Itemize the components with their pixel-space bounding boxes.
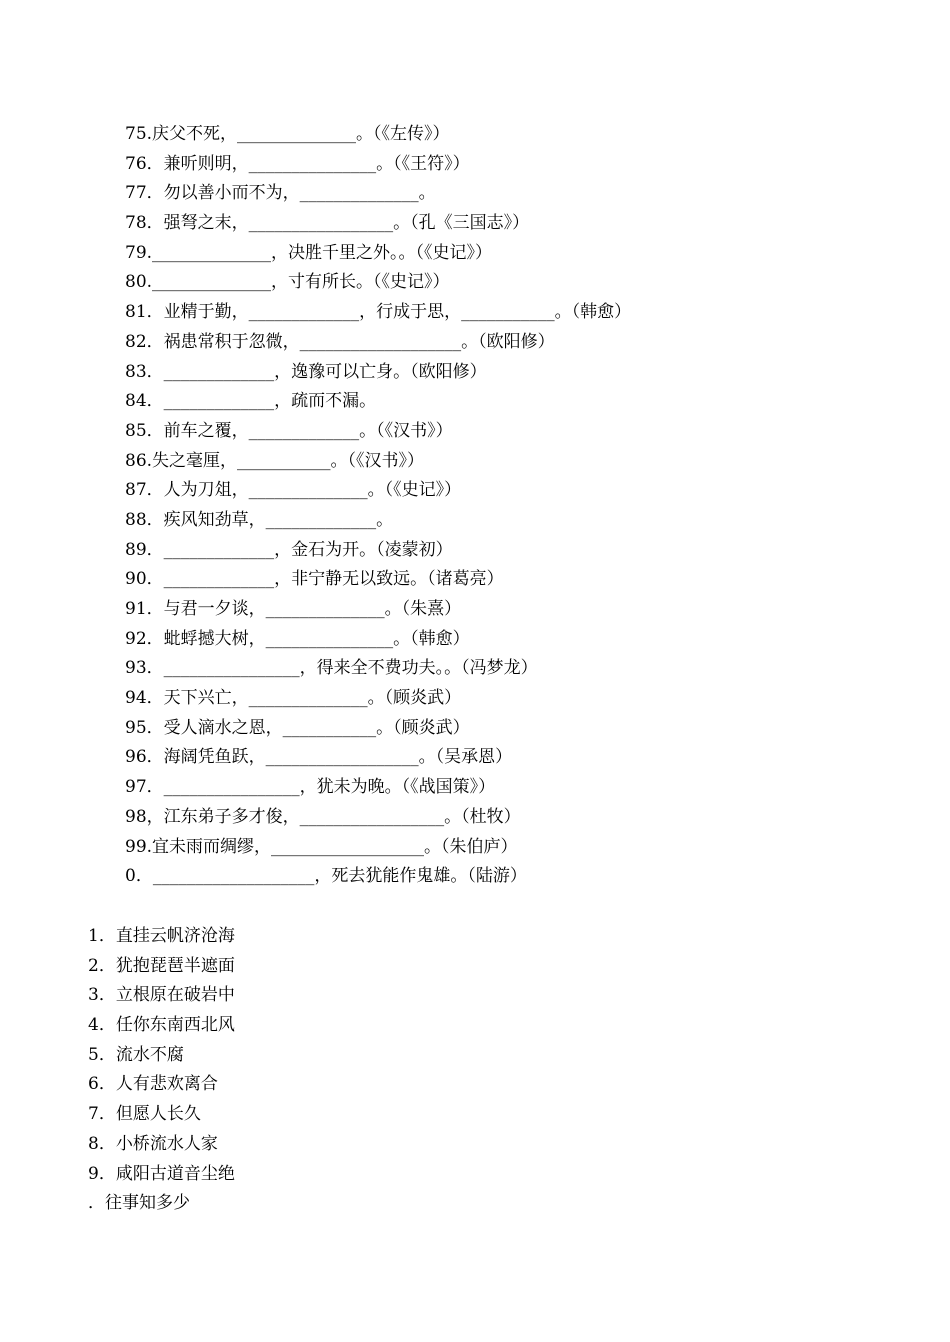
question-item: 76．兼听则明，_______________。（《王符》） bbox=[125, 153, 470, 174]
question-item: 82．祸患常积于忽微，___________________。（欧阳修） bbox=[125, 331, 555, 352]
question-item: 79.______________，决胜千里之外。。（《史记》） bbox=[125, 242, 493, 263]
answer-item: 8．小桥流水人家 bbox=[88, 1133, 218, 1154]
answer-item: 7．但愿人长久 bbox=[88, 1104, 201, 1125]
question-item: 78．强弩之末，_________________。（孔《三国志》） bbox=[125, 213, 530, 234]
question-item: 93．________________，得来全不费功夫。。（冯梦龙） bbox=[125, 658, 538, 679]
question-item: 81．业精于勤，_____________，行成于思，___________。（韩愈） bbox=[125, 302, 632, 323]
answer-item: 5．流水不腐 bbox=[88, 1044, 184, 1065]
question-item: 89．_____________，金石为开。（凌蒙初） bbox=[125, 539, 453, 560]
question-item: 86.失之毫厘，___________。（《汉书》） bbox=[125, 450, 425, 471]
question-item: 87．人为刀俎，______________。（《史记》） bbox=[125, 480, 462, 501]
answer-item: 6．人有悲欢离合 bbox=[88, 1074, 218, 1095]
answer-item: 3．立根原在破岩中 bbox=[88, 985, 235, 1006]
question-item: 77．勿以善小而不为，______________。 bbox=[125, 183, 436, 204]
question-item: 88．疾风知劲草，_____________。 bbox=[125, 509, 394, 530]
question-item: 99.宜未雨而绸缪，__________________。（朱伯庐） bbox=[125, 836, 518, 857]
question-item: 80.______________，寸有所长。（《史记》） bbox=[125, 272, 450, 293]
question-item: 98，江东弟子多才俊，_________________。（杜牧） bbox=[125, 806, 521, 827]
question-item: 84．_____________，疏而不漏。 bbox=[125, 391, 377, 412]
answer-item: 4．任你东南西北风 bbox=[88, 1015, 235, 1036]
question-item: 75.庆父不死，______________。（《左传》） bbox=[125, 124, 450, 144]
question-item: 83．_____________，逸豫可以亡身。（欧阳修） bbox=[125, 361, 487, 382]
answer-item: ．往事知多少 bbox=[88, 1193, 190, 1214]
question-item: 95．受人滴水之恩，___________。（顾炎武） bbox=[125, 717, 470, 738]
question-item: 91．与君一夕谈，______________。（朱熹） bbox=[125, 599, 462, 619]
question-item: 97．________________，犹未为晚。（《战国策》） bbox=[125, 777, 496, 798]
question-item: 92．蚍蜉撼大树，_______________。（韩愈） bbox=[125, 628, 470, 649]
answer-list bbox=[88, 922, 235, 1219]
question-list bbox=[125, 120, 631, 892]
answer-item: 9．咸阳古道音尘绝 bbox=[88, 1163, 235, 1184]
question-item: 96．海阔凭鱼跃，__________________。（吴承恩） bbox=[125, 747, 513, 768]
question-item: 0．___________________，死去犹能作鬼雄。（陆游） bbox=[125, 866, 527, 887]
answer-item: 1．直挂云帆济沧海 bbox=[88, 926, 235, 946]
question-item: 85．前车之覆，_____________。（《汉书》） bbox=[125, 420, 453, 441]
question-item: 94．天下兴亡，______________。（顾炎武） bbox=[125, 688, 462, 709]
answer-item: 2．犹抱琵琶半遮面 bbox=[88, 955, 235, 976]
question-item: 90．_____________，非宁静无以致远。（诸葛亮） bbox=[125, 569, 504, 590]
